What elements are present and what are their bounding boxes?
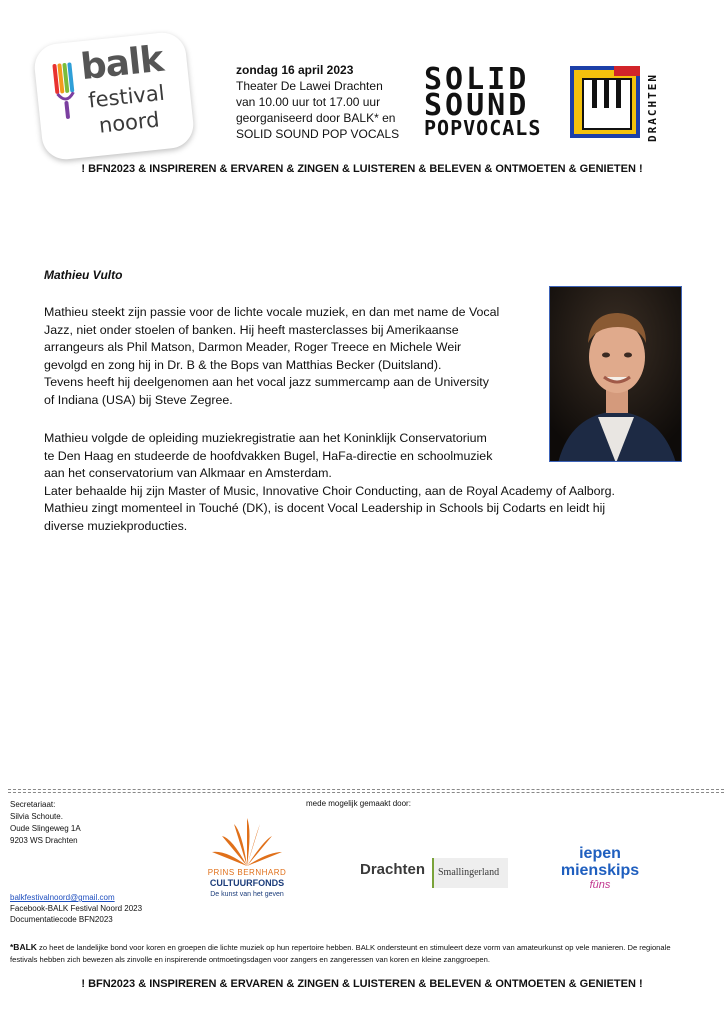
piano-black-key (616, 80, 621, 108)
text-line: Jazz, niet onder stoelen of banken. Hij heeft masterclasses bij Amerikaanse (44, 322, 459, 337)
logo-word-balk: balk (78, 38, 165, 89)
piano-black-key (604, 80, 609, 108)
prins-bernhard-logo (202, 818, 292, 906)
text-line: Later behaalde hij zijn Master of Music, Innovative Choir Conducting, aan de Royal Academy of Aalborg. (44, 483, 615, 498)
balk-footnote-label: *BALK (10, 942, 37, 952)
event-line: van 10.00 uur tot 17.00 uur (236, 95, 381, 109)
drachten-word: Drachten (360, 861, 426, 878)
drachten-box (432, 858, 508, 888)
text-line: aan het conservatorium van Alkmaar en Amsterdam. (44, 466, 332, 481)
balk-festival-logo (32, 30, 195, 161)
text-line: Tevens heeft hij deelgenomen aan het vocal jazz summercamp aan de University (44, 375, 489, 390)
footer-divider (8, 789, 724, 793)
secretariat-address (10, 799, 81, 847)
doc-code: Documentatiecode BFN2023 (10, 915, 113, 924)
text-line: Mathieu steekt zijn passie voor de lichte vocale muziek, en dan met name de Vocal (44, 305, 500, 319)
text-line: te Den Haag en studeerde de hoofdvakken Bugel, HaFa-directie en schoolmuziek (44, 448, 493, 463)
text-line: gevolgd en zong hij in Dr. B & the Bops van Matthias Becker (Duitsland). (44, 357, 442, 372)
piano-icon (570, 66, 640, 138)
event-date: zondag 16 april 2023 (236, 63, 354, 77)
logo-word-festival: festival (87, 80, 166, 113)
slogan-bottom: ! BFN2023 & INSPIREREN & ERVAREN & ZINGEN & LUISTEREN & BELEVEN & ONTMOETEN & GENIETEN ! (81, 978, 643, 990)
smallingerland-word: Smallingerland (438, 867, 500, 878)
bio-name: Mathieu Vulto (44, 268, 123, 282)
text-line: of Indiana (USA) bij Steve Zegree. (44, 392, 233, 407)
bio-paragraph-1 (44, 304, 499, 410)
event-info (236, 62, 416, 142)
pb-logo-line1: PRINS BERNHARD (207, 868, 287, 877)
event-line: Theater De Lawei Drachten (236, 79, 383, 93)
text-line: Mathieu zingt momenteel in Touché (DK), is docent Vocal Leadership in Schools bij Codarts en leidt hij (44, 501, 606, 516)
address-line: Oude Slingeweg 1A (10, 824, 81, 833)
iepen-line3: fûns (589, 879, 611, 891)
piano-accent (614, 66, 640, 76)
balk-footnote-text: zo heet de landelijke bond voor koren en groepen die lichte muziek op hun repertoire hebben. BALK ondersteunt en stimuleert deze vorm van amateurkunst op vele manieren. De regionale festivals hebben zich bewezen als zinvolle en inspirerende ontmoetingsdagen voor zangers en zangeressen van koren en kleine zanggroepen. (10, 943, 671, 964)
bio-paragraph-2 (44, 430, 615, 536)
address-line: Silvia Schoute. (10, 812, 63, 821)
address-line: 9203 WS Drachten (10, 836, 78, 845)
email-link[interactable]: balkfestivalnoord@gmail.com (10, 893, 115, 902)
solid-sound-logo (424, 62, 662, 142)
made-possible-by-label: mede mogelijk gemaakt door: (306, 799, 411, 808)
pb-logo-line2: CULTUURFONDS (209, 878, 285, 888)
portrait-photo (549, 286, 682, 462)
address-line: Secretariaat: (10, 800, 56, 809)
flower-icon (202, 818, 292, 868)
event-line: georganiseerd door BALK* en (236, 111, 396, 125)
solid-logo-vertical-text: DRACHTEN (646, 73, 659, 142)
iepen-mienskipsfuns-logo (550, 846, 650, 898)
text-line: diverse muziekproducties. (44, 518, 188, 533)
solid-logo-line1: SOLID (424, 62, 530, 97)
slogan-top: ! BFN2023 & INSPIREREN & ERVAREN & ZINGEN & LUISTEREN & BELEVEN & ONTMOETEN & GENIETEN ! (81, 163, 643, 175)
event-line: SOLID SOUND POP VOCALS (236, 127, 400, 141)
text-line: arrangeurs als Phil Matson, Darmon Meader, Roger Treece en Michele Weir (44, 340, 462, 355)
contact-block (10, 892, 142, 925)
microphone-icon (50, 60, 80, 122)
piano-keyboard (582, 78, 632, 130)
logo-word-noord: noord (97, 107, 161, 138)
solid-logo-line2: SOUND (424, 88, 530, 123)
iepen-line1: iepen (579, 845, 621, 862)
balk-footnote (10, 941, 700, 966)
solid-logo-line3: POPVOCALS (424, 116, 542, 140)
facebook-text: Facebook-BALK Festival Noord 2023 (10, 904, 143, 913)
piano-black-key (592, 80, 597, 108)
text-line: Mathieu volgde de opleiding muziekregistratie aan het Koninklijk Conservatorium (44, 431, 487, 445)
iepen-line2: mienskips (560, 862, 640, 879)
drachten-smallingerland-logo (360, 858, 510, 888)
pb-logo-line3: De kunst van het geven (210, 891, 284, 898)
